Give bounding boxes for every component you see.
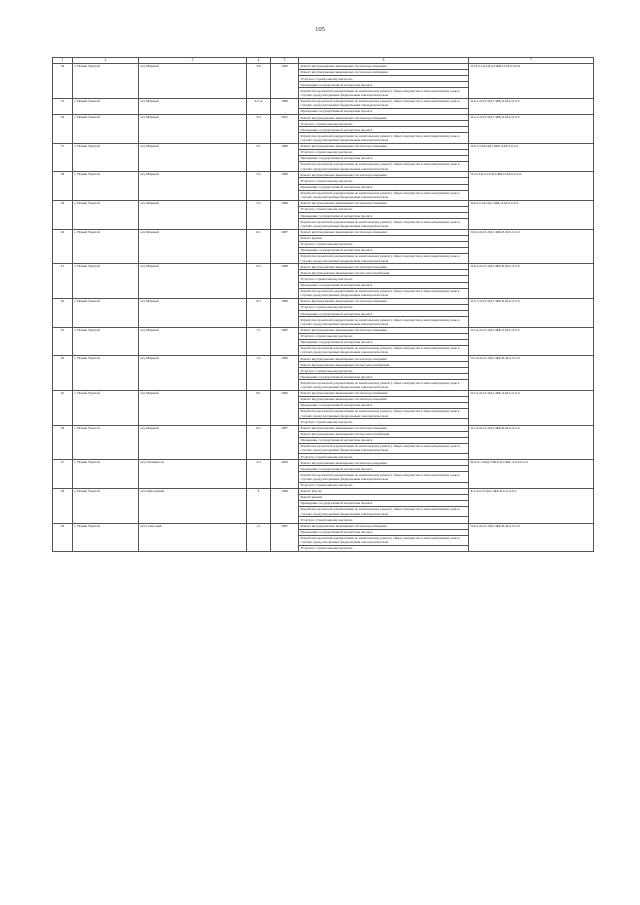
house-number-cell: 7/1 [247,327,271,356]
works-cell [299,460,469,489]
address-cell: м/р Советский [139,523,247,552]
work-item: Услуги по строительному контролю [300,546,353,551]
work-item: Ремонт внутридомовых инженерных систем теплоснабжения [299,432,468,438]
work-item: Разработка проектной документации по капитальному ремонту общего имущества в многоквартирном доме в случаях, предусмотренных федеральным законодательством [300,254,460,263]
works-cell [299,115,469,144]
table-row [53,488,594,523]
work-item: Ремонт внутридомовых инженерных систем водоотведения [299,144,468,150]
row-number: 43 [53,327,73,356]
works-cell [299,264,469,299]
work-item: Ремонт внутридомовых инженерных систем водоотведения [299,264,468,270]
work-item: Проведение государственной экспертизы проекта [299,248,468,254]
work-item: Услуги по строительному контролю [299,178,468,184]
works-cell [299,488,469,523]
row-number: 36 [53,115,73,144]
code-cell: II-10-4-II-01-ПД-СЖБ-П-М-0-0-0-0 [469,172,594,201]
year-cell: 1988 [271,264,299,299]
address-cell: м/р Мирный [139,425,247,460]
work-item: Разработка проектной документации по капитальному ремонту общего имущества в многоквартирном доме в случаях, предусмотренных федеральным законодательством [300,380,460,390]
work-item: Услуги по строительному контролю [300,454,353,459]
house-number-cell: 6/2 [247,264,271,299]
row-number: 48 [53,488,73,523]
city-cell: г. Новый Уренгой [73,425,139,460]
work-item: Услуги по строительному контролю [300,483,353,488]
code-cell: М-9-6-1-Инд-УШ-ПД-СЖБ-Л-0-0-0-0-0 [469,460,594,489]
house-number-cell: 4/2 А [247,98,271,114]
table-row [53,425,594,460]
year-cell: 1989 [271,200,299,229]
city-cell: г. Новый Уренгой [73,143,139,172]
work-item: Разработка проектной документации по капитальному ремонту общего имущества в многоквартирном доме в случаях, предусмотренных федеральным законодательством [299,472,468,482]
city-cell: г. Новый Уренгой [73,488,139,523]
year-cell: 1991 [271,115,299,144]
work-item: Проведение государственной экспертизы проекта [299,185,468,191]
row-number: 41 [53,264,73,299]
city-cell: г. Новый Уренгой [73,200,139,229]
table-row [53,327,594,356]
works-cell [299,425,469,460]
year-cell: 1989 [271,172,299,201]
work-item: Проведение государственной экспертизы проекта [299,283,468,289]
city-cell: г. Новый Уренгой [73,264,139,299]
code-cell: II-10-5-I-04-ПД-СЖБ-П-М-0-0-0-0 [469,64,594,99]
works-cell [299,298,469,327]
column-header: 1 [53,58,73,64]
column-header: 5 [271,58,299,64]
repair-program-table [52,57,594,552]
address-cell: м/р Мирный [139,98,247,114]
row-number: 34 [53,64,73,99]
code-cell: II-5-4-II-01-ПД-СЖБ-Л-М-0-0-0-0 [469,390,594,425]
work-item: Ремонт внутридомовых инженерных систем водоотведения [299,115,468,121]
work-item: Проведение государственной экспертизы проекта [299,127,468,133]
work-item: Разработка проектной документации по капитальному ремонту общего имущества в многоквартирном доме в случаях, предусмотренных федеральным законодательством [299,507,468,517]
works-cell [299,172,469,201]
year-cell: 1987 [271,425,299,460]
work-item: Проведение государственной экспертизы проекта [299,156,468,162]
code-cell: II-9-4-I-04-ПД-СЖБ-Л-М-0-0-0-0 [469,200,594,229]
work-item: Ремонт крыши [299,495,468,501]
work-item: Проведение государственной экспертизы проекта [299,530,468,536]
work-item: Услуги по строительному контролю [299,207,468,213]
year-cell: 1989 [271,298,299,327]
works-cell [299,327,469,356]
work-item: Услуги по строительному контролю [300,517,353,522]
row-number: 45 [53,390,73,425]
work-item: Разработка проектной документации по капитальному ремонту общего имущества в многоквартирном доме в случаях, предусмотренных федеральным законодательством [299,536,468,546]
work-item: Ремонт внутридомовых инженерных систем теплоснабжения [299,270,468,276]
house-number-cell: 6/3 [247,298,271,327]
work-item: Разработка проектной документации по капитальному ремонту общего имущества в многоквартирном доме в случаях, предусмотренных федеральным законодательством [300,288,460,298]
works-cell [299,229,469,264]
work-item: Ремонт крыши [299,236,468,242]
city-cell: г. Новый Уренгой [73,98,139,114]
works-cell [299,98,469,114]
table-row [53,172,594,201]
work-item: Ремонт внутридомовых инженерных систем водоотведения [299,299,468,305]
work-item: Услуги по строительному контролю [299,76,468,82]
address-cell: м/р Мирный [139,172,247,201]
column-header: 4 [247,58,271,64]
table-row [53,264,594,299]
house-number-cell: 4/3 [247,115,271,144]
address-cell: м/р Мирный [139,390,247,425]
work-item: Проведение государственной экспертизы проекта [299,438,468,444]
work-item: Проведение государственной экспертизы проекта [299,82,468,88]
year-cell: 2009 [271,460,299,489]
work-item: Услуги по строительному контролю [299,368,468,374]
year-cell: 1990 [271,64,299,99]
code-cell: II-5-5-II-01-ПД-СЖБ-П-М-0-0-0-0 [469,298,594,327]
row-number: 42 [53,298,73,327]
works-cell [299,523,469,552]
table-row [53,229,594,264]
work-item: Разработка проектной документации по капитальному ремонту общего имущества в многоквартирном доме в случаях, предусмотренных федеральным законодательством [300,219,460,228]
work-item: Ремонт фасада [299,489,468,495]
row-number: 40 [53,229,73,264]
table-row [53,115,594,144]
house-number-cell: 4/3 [247,460,271,489]
work-item: Проведение государственной экспертизы проекта [299,213,468,219]
work-item: Услуги по строительному контролю [300,419,353,424]
page-number: 105 [315,26,325,33]
code-cell: II-5-2-II-01-ПД-СЖБ-Л-М-0-0-0-0 [469,115,594,144]
work-item: Проведение государственной экспертизы проекта [299,466,468,472]
work-item: Разработка проектной документации по капитальному ремонту общего имущества в многоквартирном доме в случаях, предусмотренных федеральным законодательством [299,99,468,109]
table-row [53,523,594,552]
house-number-cell: 7/2 [247,356,271,391]
work-item: Ремонт внутридомовых инженерных систем водоотведения [299,356,468,362]
work-item: Ремонт внутридомовых инженерных систем водоотведения [299,397,468,403]
works-cell [299,356,469,391]
table-row [53,200,594,229]
city-cell: г. Новый Уренгой [73,327,139,356]
work-item: Разработка проектной документации по капитальному ремонту общего имущества в многоквартирном доме в случаях, предусмотренных федеральным законодательством [300,346,460,355]
city-cell: г. Новый Уренгой [73,172,139,201]
works-cell [299,143,469,172]
work-item: Проведение государственной экспертизы проекта [299,311,468,317]
work-item: Проведение государственной экспертизы проекта [299,403,468,409]
work-item: Разработка проектной документации по капитальному ремонту общего имущества в многоквартирном доме в случаях, предусмотренных федеральным законодательством [299,409,468,419]
work-item: Услуги по строительному контролю [299,121,468,127]
city-cell: г. Новый Уренгой [73,298,139,327]
row-number: 44 [53,356,73,391]
work-item: Услуги по строительному контролю [299,305,468,311]
row-number: 39 [53,200,73,229]
house-number-cell: 8/2 [247,425,271,460]
table-row [53,298,594,327]
work-item: Разработка проектной документации по капитальному ремонту общего имущества в многоквартирном доме в случаях, предусмотренных федеральным законодательством [300,133,460,143]
works-cell [299,390,469,425]
work-item: Ремонт внутридомовых инженерных систем водоотведения [299,426,468,432]
work-item: Проведение государственной экспертизы проекта [300,109,373,114]
work-item: Проведение государственной экспертизы проекта [299,340,468,346]
year-cell: 1983 [271,390,299,425]
house-number-cell: 8 [247,488,271,523]
column-header: 6 [299,58,469,64]
address-cell: м/р Оптимистов [139,460,247,489]
year-cell: 1984 [271,356,299,391]
row-number: 46 [53,425,73,460]
code-cell: II-9-2-II-01-ПД-СЖБ-Л-М-0-0-0-0 [469,98,594,114]
code-cell: Б-5-4-II-0-ПД-СЖБ-П-0-0-0-0-0 [469,488,594,523]
address-cell: м/р Приозерный [139,488,247,523]
works-cell [299,64,469,99]
table-row [53,64,594,99]
row-number: 49 [53,523,73,552]
work-item: Услуги по строительному контролю [299,242,468,248]
work-item: Услуги по строительному контролю [299,276,468,282]
work-item: Разработка проектной документации по капитальному ремонту общего имущества в многоквартирном доме в случаях, предусмотренных федеральным законодательством [300,88,460,97]
work-item: Ремонт внутридомовых инженерных систем водоотведения [299,460,468,466]
work-item: Разработка проектной документации по капитальному ремонту общего имущества в многоквартирном доме в случаях, предусмотренных федеральным законодательством [300,317,460,326]
code-cell: II-5-6-II-01-ПД-СЖБ-П-М-0-0-0-0 [469,356,594,391]
work-item: Проведение государственной экспертизы проекта [299,501,468,507]
city-cell: г. Новый Уренгой [73,523,139,552]
address-cell: м/р Мирный [139,229,247,264]
city-cell: г. Новый Уренгой [73,115,139,144]
address-cell: м/р Мирный [139,298,247,327]
house-number-cell: 3/6 [247,64,271,99]
work-item: Ремонт внутридомовых инженерных систем водоотведения [299,230,468,236]
work-item: Разработка проектной документации по капитальному ремонту общего имущества в многоквартирном доме в случаях, предусмотренных федеральным законодательством [299,444,468,454]
column-header: 7 [469,58,594,64]
work-item: Ремонт внутридомовых инженерных систем водоснабжения [299,391,468,397]
table-row [53,356,594,391]
city-cell: г. Новый Уренгой [73,356,139,391]
works-cell [299,200,469,229]
house-number-cell: 5/3 [247,200,271,229]
city-cell: г. Новый Уренгой [73,229,139,264]
code-cell: II-9-4-II-01-ПД-СЖБ-П-М-0-0-0-0 [469,264,594,299]
work-item: Ремонт внутридомовых инженерных систем водоснабжения [299,70,468,76]
work-item: Услуги по строительному контролю [299,150,468,156]
address-cell: м/р Мирный [139,143,247,172]
year-cell: 1989 [271,98,299,114]
address-cell: м/р Мирный [139,64,247,99]
city-cell: г. Новый Уренгой [73,64,139,99]
work-item: Услуги по строительному контролю [299,334,468,340]
table-row [53,143,594,172]
column-header: 2 [73,58,139,64]
table-row [53,460,594,489]
work-item: Разработка проектной документации по капитальному ремонту общего имущества в многоквартирном доме в случаях, предусмотренных федеральным законодательством [300,162,460,171]
house-number-cell: 5/1 [247,143,271,172]
code-cell: II-9-4-II-01-ПД-СЖБ-П-М-0-0-0-0 [469,523,594,552]
work-item: Ремонт внутридомовых инженерных систем теплоснабжения [299,362,468,368]
year-cell: 1989 [271,143,299,172]
work-item: Ремонт внутридомовых инженерных систем водоотведения [299,64,468,70]
house-number-cell: 8/1 [247,390,271,425]
row-number: 38 [53,172,73,201]
city-cell: г. Новый Уренгой [73,460,139,489]
year-cell: 1987 [271,229,299,264]
table-row [53,390,594,425]
work-item: Ремонт внутридомовых инженерных систем водоотведения [299,328,468,334]
city-cell: г. Новый Уренгой [73,390,139,425]
code-cell: II-5-6-II-01-ПД-СЖБ-П-М-0-0-0-0 [469,425,594,460]
code-cell: II-9-3-I-04-ПД-СЖБ-Л-М-0-0-0-0 [469,143,594,172]
year-cell: 1969 [271,488,299,523]
code-cell: II-5-4-II-01-ПД-СЖБ-Л-М-0-0-0-0 [469,327,594,356]
address-cell: м/р Мирный [139,200,247,229]
year-cell: 1987 [271,523,299,552]
table-row [53,98,594,114]
row-number: 37 [53,143,73,172]
address-cell: м/р Мирный [139,327,247,356]
code-cell: II-9-4-II-01-ПД-СЖБ-П-М-0-0-0-0 [469,229,594,264]
house-number-cell: 5/2 [247,172,271,201]
work-item: Ремонт внутридомовых инженерных систем водоотведения [299,201,468,207]
year-cell: 1983 [271,327,299,356]
house-number-cell: 6/1 [247,229,271,264]
address-cell: м/р Мирный [139,264,247,299]
address-cell: м/р Мирный [139,356,247,391]
column-header: 3 [139,58,247,64]
row-number: 47 [53,460,73,489]
work-item: Разработка проектной документации по капитальному ремонту общего имущества в многоквартирном доме в случаях, предусмотренных федеральным законодательством [300,190,460,200]
row-number: 35 [53,98,73,114]
work-item: Ремонт внутридомовых инженерных систем водоотведения [299,524,468,530]
address-cell: м/р Мирный [139,115,247,144]
house-number-cell: 1/1 [247,523,271,552]
work-item: Проведение государственной экспертизы проекта [299,374,468,380]
work-item: Ремонт внутридомовых инженерных систем водоотведения [299,172,468,178]
